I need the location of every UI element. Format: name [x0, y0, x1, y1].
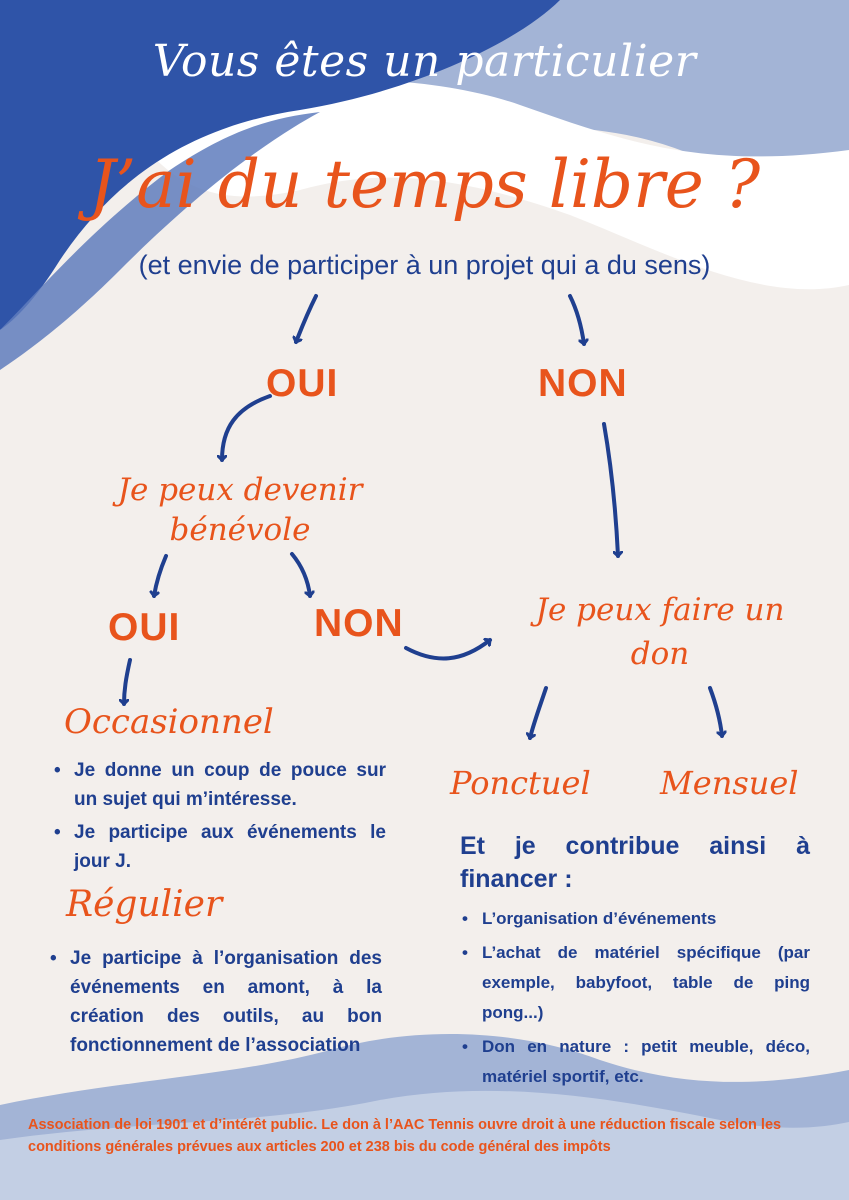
- donate-line1: Je peux faire un: [535, 592, 785, 628]
- page-title: J’ai du temps libre ?: [88, 146, 761, 223]
- regulier-list: [48, 944, 382, 1060]
- answer-non-volunteer: NON: [314, 602, 404, 645]
- list-item: • Je participe à l’organisation des événements en amont, à la création des outils, au bon fonctionnement de l’association: [70, 944, 382, 1060]
- list-item: • Je donne un coup de pouce sur un sujet qui m’intéresse.: [74, 756, 386, 814]
- list-item: • Don en nature : petit meuble, déco, matériel sportif, etc.: [482, 1032, 810, 1092]
- contribution-list: [460, 904, 810, 1092]
- answer-oui: OUI: [266, 362, 339, 405]
- donate-option: [505, 588, 815, 676]
- occasionnel-section: [52, 756, 386, 880]
- list-item: • L’organisation d’événements: [482, 904, 810, 934]
- mensuel-label: Mensuel: [660, 764, 799, 802]
- footer-legal-note: Association de loi 1901 et d’intérêt public. Le don à l’AAC Tennis ouvre droit à une réduction fiscale selon les conditions générales prévues aux articles 200 et 238 bis du code général des impôts: [28, 1117, 782, 1155]
- answer-non: NON: [538, 362, 628, 405]
- regulier-title: Régulier: [66, 884, 223, 925]
- list-item: • L’achat de matériel spécifique (par exemple, babyfoot, table de ping pong...): [482, 938, 810, 1028]
- list-item: • Je participe aux événements le jour J.: [74, 818, 386, 876]
- volunteer-line2: bénévole: [169, 512, 311, 548]
- occasionnel-title: Occasionnel: [64, 702, 274, 742]
- volunteer-line1: Je peux devenir: [117, 472, 363, 508]
- contribution-heading: Et je contribue ainsi à financer :: [460, 832, 810, 893]
- answer-oui-volunteer: OUI: [108, 606, 181, 649]
- contribution-section: [460, 904, 810, 1096]
- occasionnel-list: [52, 756, 386, 876]
- donate-line2: don: [630, 636, 690, 672]
- ponctuel-label: Ponctuel: [450, 764, 591, 802]
- regulier-section: [48, 944, 382, 1064]
- kicker-title: Vous êtes un particulier: [152, 36, 697, 87]
- volunteer-option: [90, 470, 390, 550]
- subtitle: (et envie de participer à un projet qui a du sens): [138, 250, 711, 280]
